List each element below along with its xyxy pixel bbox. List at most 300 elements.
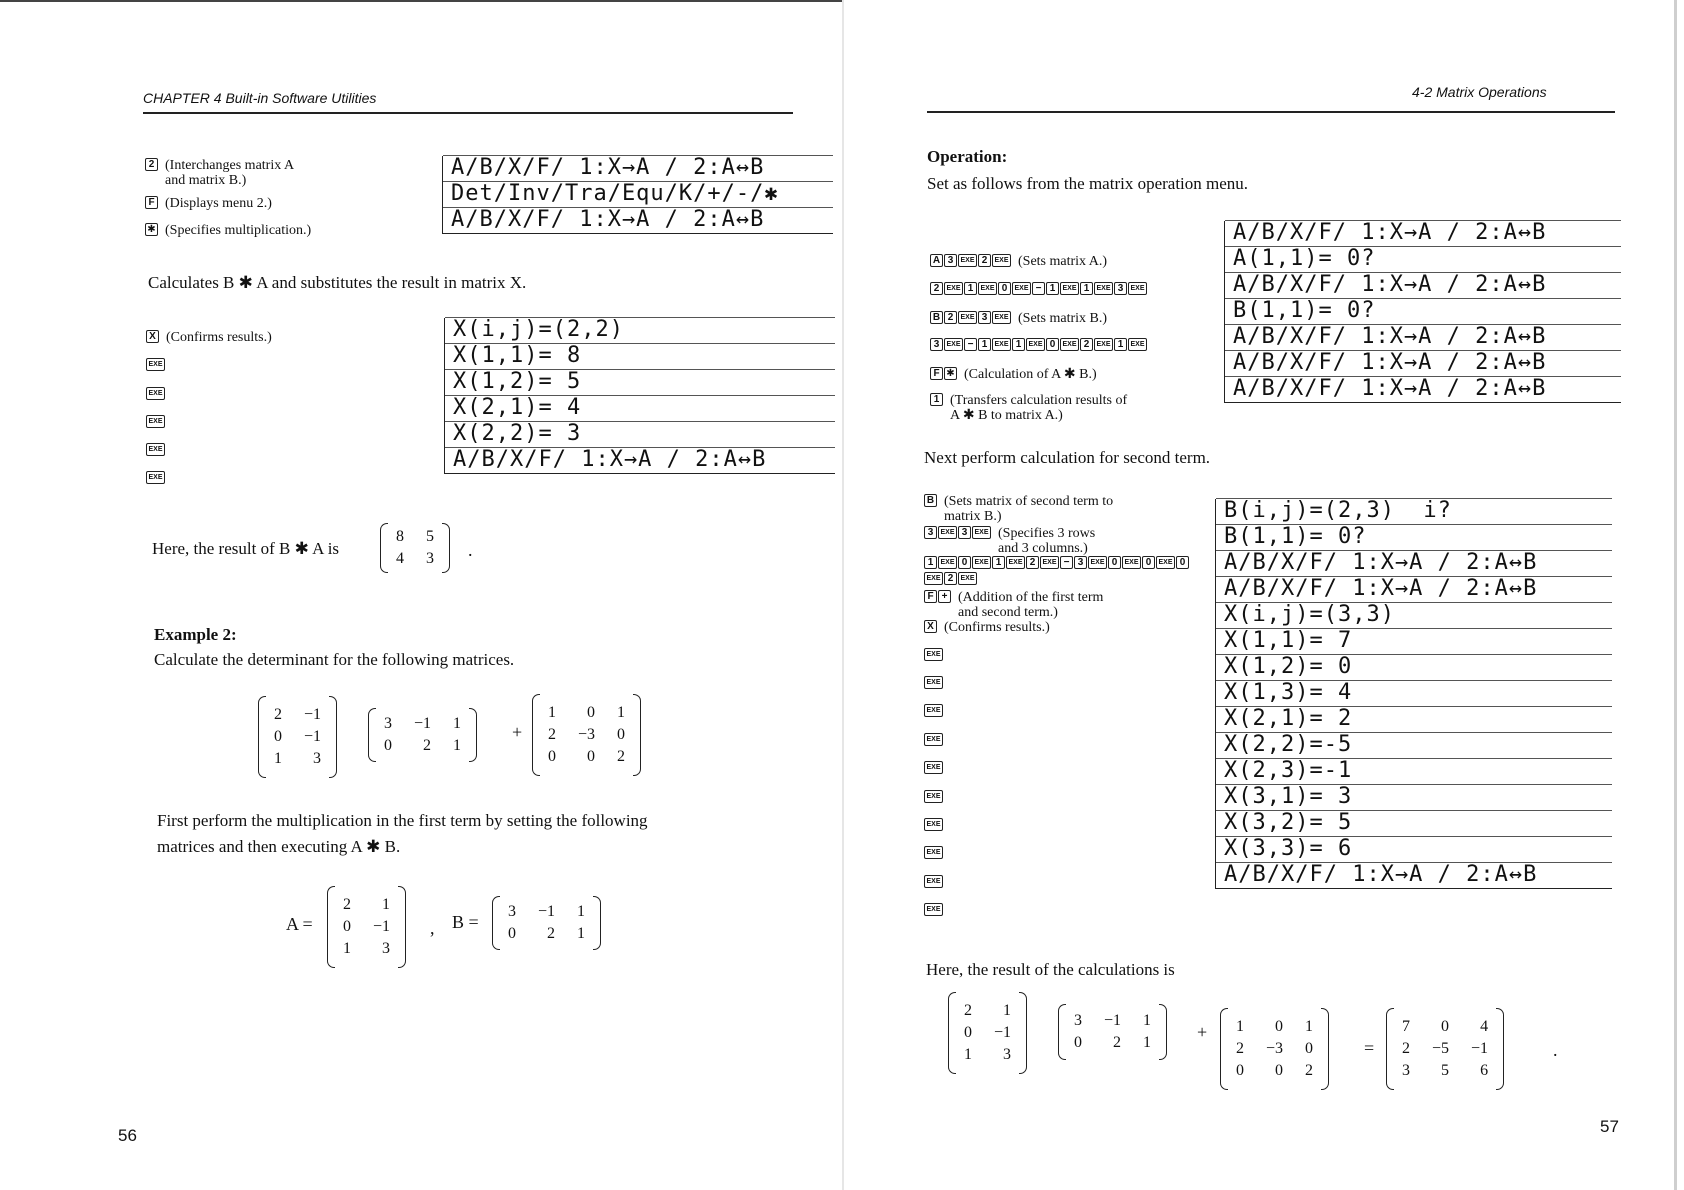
calculator-key: 3: [1074, 556, 1087, 569]
right-bracket: [1321, 1008, 1329, 1090]
calculator-key: 3: [930, 338, 943, 351]
calc-text: Calculates B ✱ A and substitutes the result in matrix X.: [148, 273, 527, 292]
exe-key: EXE: [1128, 338, 1147, 351]
key-sequence: [924, 494, 938, 507]
calculator-key: 1: [1046, 282, 1059, 295]
result-period: .: [468, 540, 473, 560]
comma: ,: [430, 918, 435, 938]
matrix-cell: 3: [1003, 1046, 1012, 1063]
key-sequence: [924, 526, 992, 539]
calculator-key: 1: [930, 393, 943, 406]
key-sequence: [146, 443, 166, 456]
calculator-key: 1: [1012, 338, 1025, 351]
key-description: (Displays menu 2.): [165, 196, 272, 211]
matrix-cell: 3: [1074, 1012, 1082, 1029]
key-description: (Specifies 3 rows and 3 columns.): [998, 526, 1096, 556]
lcd-line: A/B/X/F/ 1:X→A / 2:A↔B: [445, 447, 835, 474]
right-bracket: [1159, 1004, 1167, 1060]
matrix-cell: 2: [274, 706, 282, 723]
calculator-key: 3: [1114, 282, 1127, 295]
matrix-cell: −3: [578, 726, 596, 743]
matrix-grid: [266, 696, 329, 778]
key-sequence: [146, 471, 166, 484]
matrix-cell: −1: [1104, 1012, 1122, 1029]
matrix-cell: 0: [1275, 1018, 1284, 1035]
matrix-cell: 0: [384, 737, 392, 754]
exe-key: EXE: [924, 704, 943, 717]
matrix-cell: 2: [1236, 1040, 1244, 1057]
calculator-key: 2: [944, 572, 957, 585]
key-sequence: [924, 648, 944, 661]
key-sequence: [924, 818, 944, 831]
lcd-display-top: [442, 156, 833, 234]
key-step: [924, 790, 944, 803]
right-bracket: [1496, 1008, 1504, 1090]
left-bracket: [258, 696, 266, 778]
exe-key: EXE: [146, 471, 165, 484]
matrix-grid: [1228, 1008, 1321, 1090]
calculator-key: B: [930, 311, 943, 324]
key-sequence: [146, 387, 166, 400]
lcd-line: Det/Inv/Tra/Equ/K/+/-/✱: [443, 181, 833, 208]
calculator-key: ✱: [944, 367, 957, 380]
right-bracket: [329, 696, 337, 778]
matrix-cell: 0: [508, 925, 516, 942]
calculator-key: 2: [930, 282, 943, 295]
calculator-key: X: [146, 330, 159, 343]
calculator-key: F: [930, 367, 943, 380]
exe-key: EXE: [924, 790, 943, 803]
key-step: [145, 158, 294, 188]
key-step: [146, 387, 166, 400]
matrix-cell: −3: [1266, 1040, 1284, 1057]
calculator-key: 0: [958, 556, 971, 569]
right-bracket: [593, 896, 601, 950]
exe-key: EXE: [146, 387, 165, 400]
key-sequence: [930, 393, 944, 406]
exe-key: EXE: [1006, 556, 1025, 569]
key-step: [924, 903, 944, 916]
matrix-grid: [376, 708, 469, 762]
key-sequence: [146, 415, 166, 428]
result-text: Here, the result of the calculations is: [926, 960, 1175, 979]
exe-key: EXE: [938, 526, 957, 539]
matrix-cell: 7: [1402, 1018, 1410, 1035]
key-sequence: [924, 903, 944, 916]
key-description: (Sets matrix A.): [1018, 254, 1108, 269]
matrix-grid: [540, 694, 633, 776]
key-description: (Sets matrix B.): [1018, 311, 1108, 326]
calculator-key: ✱: [145, 223, 158, 236]
calculator-key: 1: [964, 282, 977, 295]
key-sequence: [924, 590, 952, 603]
key-description: (Confirms results.): [166, 330, 272, 345]
matrix-cell: 1: [964, 1046, 972, 1063]
matrix-cell: 0: [343, 918, 351, 935]
key-step: [924, 733, 944, 746]
lcd-line: X(2,3)=-1: [1216, 758, 1612, 785]
matrix-cell: 0: [1236, 1062, 1244, 1079]
key-sequence: [924, 676, 944, 689]
calculator-key: +: [938, 590, 951, 603]
lcd-line: B(i,j)=(2,3) i?: [1216, 498, 1612, 525]
matrix-cell: 2: [423, 737, 432, 754]
lcd-line: X(3,1)= 3: [1216, 784, 1612, 811]
exe-key: EXE: [1012, 282, 1031, 295]
key-sequence: [146, 358, 166, 371]
calculator-key: 2: [1080, 338, 1093, 351]
left-bracket: [380, 523, 388, 573]
matrix-cell: 3: [382, 940, 391, 957]
left-bracket: [1220, 1008, 1228, 1090]
result-text: Here, the result of B ✱ A is: [152, 539, 340, 558]
calculator-key: A: [930, 254, 943, 267]
key-sequence: [930, 254, 1012, 267]
key-sequence: [924, 790, 944, 803]
lcd-line: B(1,1)= 0?: [1216, 524, 1612, 551]
exe-key: EXE: [992, 254, 1011, 267]
exe-key: EXE: [146, 415, 165, 428]
key-description: (Addition of the first term and second term.): [958, 590, 1104, 620]
calculator-key: −: [1060, 556, 1073, 569]
running-head: 4-2 Matrix Operations: [1412, 84, 1547, 100]
matrix-cell: 3: [313, 750, 322, 767]
lcd-display-2: [1215, 499, 1612, 889]
right-bracket: [469, 708, 477, 762]
matrix-cell: 3: [384, 715, 392, 732]
exe-key: EXE: [958, 254, 977, 267]
key-step: [924, 761, 944, 774]
exe-key: EXE: [924, 903, 943, 916]
key-step: [930, 393, 1127, 423]
expr-matrix-1: [258, 696, 337, 778]
exe-key: EXE: [1026, 338, 1045, 351]
lcd-line: X(3,2)= 5: [1216, 810, 1612, 837]
matrix-cell: 1: [1003, 1002, 1012, 1019]
matrix-cell: 4: [396, 550, 404, 567]
first-text-line-1: First perform the multiplication in the first term by setting the following: [157, 811, 648, 830]
exe-key: EXE: [924, 818, 943, 831]
exe-key: EXE: [1122, 556, 1141, 569]
lcd-line: X(1,2)= 5: [445, 369, 835, 396]
final-matrix-1: [948, 992, 1027, 1074]
matrix-cell: −5: [1432, 1040, 1450, 1057]
key-sequence: [924, 704, 944, 717]
right-bracket: [633, 694, 641, 776]
exe-key: EXE: [1040, 556, 1059, 569]
key-sequence: [145, 196, 159, 209]
matrix-cell: 1: [453, 715, 462, 732]
calculator-key: 0: [998, 282, 1011, 295]
exe-key: EXE: [924, 733, 943, 746]
lcd-line: X(i,j)=(2,2): [445, 317, 835, 344]
left-bracket: [327, 886, 335, 968]
left-bracket: [1058, 1004, 1066, 1060]
matrix-cell: 2: [548, 726, 556, 743]
matrix-grid: [388, 523, 442, 573]
key-sequence: [924, 556, 1204, 585]
exe-key: EXE: [1088, 556, 1107, 569]
matrix-cell: 5: [1441, 1062, 1450, 1079]
page-number: 56: [118, 1126, 137, 1145]
key-sequence: [146, 330, 160, 343]
matrix-cell: 4: [1480, 1018, 1489, 1035]
exe-key: EXE: [1060, 338, 1079, 351]
matrix-cell: 1: [577, 903, 586, 920]
exe-key: EXE: [992, 338, 1011, 351]
matrix-cell: 3: [1402, 1062, 1410, 1079]
key-sequence: [930, 338, 1148, 351]
calculator-key: B: [924, 494, 937, 507]
first-text-line-2: matrices and then executing A ✱ B.: [157, 837, 401, 856]
left-bracket: [368, 708, 376, 762]
key-step: [146, 443, 166, 456]
lcd-display-1: [1224, 221, 1621, 403]
key-sequence: [930, 367, 958, 380]
matrix-cell: 1: [577, 925, 586, 942]
result-matrix: [380, 523, 450, 573]
matrix-cell: 1: [548, 704, 556, 721]
lcd-line: X(2,2)=-5: [1216, 732, 1612, 759]
lcd-line: A/B/X/F/ 1:X→A / 2:A↔B: [1225, 350, 1621, 377]
exe-key: EXE: [146, 358, 165, 371]
calculator-key: 1: [924, 556, 937, 569]
calculator-key: 3: [978, 311, 991, 324]
lcd-line: X(1,1)= 7: [1216, 628, 1612, 655]
key-step: [924, 556, 1204, 585]
exe-key: EXE: [972, 556, 991, 569]
exe-key: EXE: [1128, 282, 1147, 295]
left-bracket: [532, 694, 540, 776]
exe-key: EXE: [146, 443, 165, 456]
matrix-grid: [500, 896, 593, 950]
lcd-line: A/B/X/F/ 1:X→A / 2:A↔B: [1216, 550, 1612, 577]
matrix-cell: 2: [1402, 1040, 1410, 1057]
exe-key: EXE: [978, 282, 997, 295]
calculator-key: F: [145, 196, 158, 209]
matrix-cell: 0: [1441, 1018, 1450, 1035]
key-step: [924, 590, 1103, 620]
calculator-key: F: [924, 590, 937, 603]
calculator-key: −: [964, 338, 977, 351]
matrix-cell: 1: [1236, 1018, 1244, 1035]
exe-key: EXE: [972, 526, 991, 539]
matrix-cell: 1: [617, 704, 626, 721]
left-bracket: [492, 896, 500, 950]
matrix-cell: 2: [1113, 1034, 1122, 1051]
lcd-line: A/B/X/F/ 1:X→A / 2:A↔B: [443, 207, 833, 234]
final-matrix-3: [1220, 1008, 1329, 1090]
calculator-key: 2: [978, 254, 991, 267]
key-step: [146, 330, 272, 345]
lcd-line: X(1,2)= 0: [1216, 654, 1612, 681]
lcd-line: A/B/X/F/ 1:X→A / 2:A↔B: [1225, 272, 1621, 299]
lcd-line: X(3,3)= 6: [1216, 836, 1612, 863]
lcd-line: X(1,3)= 4: [1216, 680, 1612, 707]
page-number: 57: [1600, 1117, 1619, 1136]
header-rule: [143, 112, 793, 114]
calculator-key: 0: [1142, 556, 1155, 569]
lcd-line: A/B/X/F/ 1:X→A / 2:A↔B: [443, 155, 833, 182]
exe-key: EXE: [992, 311, 1011, 324]
key-step: [924, 676, 944, 689]
a-label: A =: [286, 914, 313, 934]
lcd-line: B(1,1)= 0?: [1225, 298, 1621, 325]
example-text: Calculate the determinant for the following matrices.: [154, 650, 515, 669]
exe-key: EXE: [1156, 556, 1175, 569]
exe-key: EXE: [944, 282, 963, 295]
calculator-key: 3: [958, 526, 971, 539]
key-sequence: [924, 733, 944, 746]
exe-key: EXE: [1094, 282, 1113, 295]
exe-key: EXE: [924, 572, 943, 585]
matrix-cell: 3: [426, 550, 434, 567]
key-step: [146, 471, 166, 484]
matrix-cell: −1: [1471, 1040, 1489, 1057]
key-step: [924, 648, 944, 661]
lcd-line: A(1,1)= 0?: [1225, 246, 1621, 273]
header-rule: [927, 111, 1615, 113]
exe-key: EXE: [958, 572, 977, 585]
expr-matrix-3: [532, 694, 641, 776]
plus-sign: +: [512, 722, 523, 742]
calculator-key: 1: [1080, 282, 1093, 295]
matrix-cell: 0: [1305, 1040, 1314, 1057]
calculator-key: 1: [978, 338, 991, 351]
right-page: [842, 0, 1684, 1190]
matrix-cell: 1: [1143, 1012, 1152, 1029]
key-step: [145, 223, 311, 238]
key-sequence: [924, 846, 944, 859]
calculator-key: −: [1032, 282, 1045, 295]
matrix-grid: [956, 992, 1019, 1074]
calculator-key: 0: [1176, 556, 1189, 569]
calculator-key: 3: [944, 254, 957, 267]
matrix-cell: 1: [343, 940, 351, 957]
calculator-key: 0: [1108, 556, 1121, 569]
matrix-cell: −1: [304, 728, 322, 745]
matrix-cell: 1: [382, 896, 391, 913]
matrix-cell: 0: [1275, 1062, 1284, 1079]
calculator-key: 0: [1046, 338, 1059, 351]
matrix-cell: 0: [617, 726, 626, 743]
exe-key: EXE: [938, 556, 957, 569]
matrix-cell: −1: [304, 706, 322, 723]
lcd-line: X(i,j)=(3,3): [1216, 602, 1612, 629]
key-step: [146, 358, 166, 371]
right-bracket: [398, 886, 406, 968]
matrix-cell: −1: [414, 715, 432, 732]
key-step: [924, 526, 1095, 556]
key-sequence: [924, 875, 944, 888]
key-step: [930, 311, 1107, 326]
operation-text: Set as follows from the matrix operation menu.: [927, 174, 1249, 193]
lcd-line: X(2,1)= 2: [1216, 706, 1612, 733]
b-label: B =: [452, 912, 479, 932]
matrix-cell: −1: [538, 903, 556, 920]
key-step: [924, 875, 944, 888]
exe-key: EXE: [958, 311, 977, 324]
matrix-grid: [335, 886, 398, 968]
matrix-grid: [1394, 1008, 1496, 1090]
matrix-cell: 8: [396, 528, 404, 545]
calculator-key: 1: [1114, 338, 1127, 351]
matrix-cell: 0: [587, 748, 596, 765]
lcd-line: A/B/X/F/ 1:X→A / 2:A↔B: [1225, 376, 1621, 403]
key-sequence: [145, 223, 159, 236]
key-step: [930, 254, 1107, 269]
exe-key: EXE: [924, 648, 943, 661]
matrix-cell: 1: [1305, 1018, 1314, 1035]
matrix-cell: 1: [274, 750, 282, 767]
key-step: [146, 415, 166, 428]
exe-key: EXE: [924, 846, 943, 859]
lcd-line: X(1,1)= 8: [445, 343, 835, 370]
next-text: Next perform calculation for second term.: [924, 448, 1211, 467]
key-step: [930, 367, 1097, 382]
matrix-cell: 0: [548, 748, 556, 765]
key-step: [924, 704, 944, 717]
matrix-cell: −1: [373, 918, 391, 935]
matrix-cell: 1: [1143, 1034, 1152, 1051]
matrix-cell: 2: [343, 896, 351, 913]
matrix-cell: 6: [1480, 1062, 1489, 1079]
matrix-cell: 0: [1074, 1034, 1082, 1051]
lcd-line: X(2,2)= 3: [445, 421, 835, 448]
key-step: [924, 620, 1050, 635]
matrix-cell: 3: [508, 903, 516, 920]
matrix-cell: −1: [994, 1024, 1012, 1041]
key-step: [145, 196, 272, 211]
operation-title: Operation:: [927, 147, 1008, 166]
calculator-key: 1: [992, 556, 1005, 569]
key-sequence: [924, 620, 938, 633]
final-matrix-4: [1386, 1008, 1504, 1090]
lcd-line: A/B/X/F/ 1:X→A / 2:A↔B: [1216, 862, 1612, 889]
calculator-key: 2: [145, 158, 158, 171]
exe-key: EXE: [924, 875, 943, 888]
key-step: [930, 338, 1148, 351]
lcd-line: A/B/X/F/ 1:X→A / 2:A↔B: [1225, 220, 1621, 247]
exe-key: EXE: [924, 676, 943, 689]
right-bracket: [442, 523, 450, 573]
lcd-line: A/B/X/F/ 1:X→A / 2:A↔B: [1225, 324, 1621, 351]
matrix-cell: 2: [617, 748, 626, 765]
calculator-key: 2: [944, 311, 957, 324]
exe-key: EXE: [944, 338, 963, 351]
key-description: (Calculation of A ✱ B.): [964, 367, 1097, 382]
expr-matrix-2: [368, 708, 477, 762]
final-matrix-2: [1058, 1004, 1167, 1060]
left-bracket: [948, 992, 956, 1074]
matrix-cell: 2: [964, 1002, 972, 1019]
final-plus: +: [1197, 1022, 1208, 1042]
key-description: (Interchanges matrix A and matrix B.): [165, 158, 295, 188]
key-step: [930, 282, 1148, 295]
exe-key: EXE: [924, 761, 943, 774]
calculator-key: 3: [924, 526, 937, 539]
key-step: [924, 494, 1113, 524]
a-matrix: [327, 886, 406, 968]
final-equals: =: [1364, 1038, 1375, 1058]
final-period: .: [1553, 1040, 1558, 1060]
key-sequence: [930, 311, 1012, 324]
key-sequence: [930, 282, 1148, 295]
matrix-cell: 5: [426, 528, 434, 545]
lcd-line: A/B/X/F/ 1:X→A / 2:A↔B: [1216, 576, 1612, 603]
matrix-cell: 0: [964, 1024, 972, 1041]
key-description: (Specifies multiplication.): [165, 223, 312, 238]
